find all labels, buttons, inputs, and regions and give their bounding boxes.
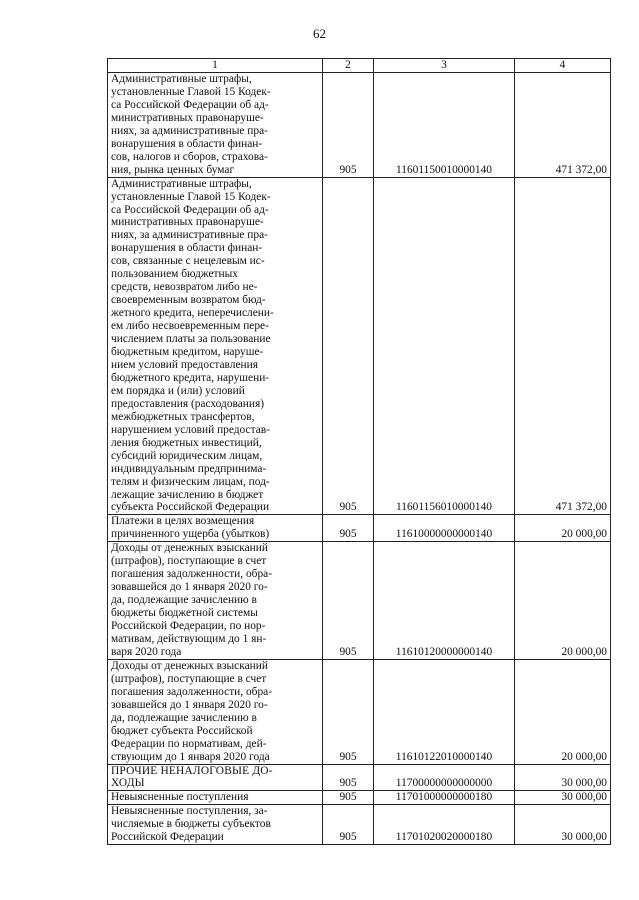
- row-admin-code: 905: [323, 764, 374, 791]
- row-revenue-code: 11601156010000140: [374, 177, 515, 515]
- row-description: Платежи в целях возмещения причиненного ущерба (убытков): [108, 515, 323, 542]
- row-description: Доходы от денежных взысканий (штрафов), поступающие в счет погашения задолженности, обра- зовавшейся до 1 января 2020 го- да, подлежащие зачислению в бюджет субъекта Российской Федерации по нормативам, дей- ствующим до 1 января 2020 года: [108, 659, 323, 764]
- row-revenue-code: 11700000000000000: [374, 764, 515, 791]
- row-amount: 20 000,00: [515, 515, 611, 542]
- row-admin-code: 905: [323, 791, 374, 805]
- row-admin-code: 905: [323, 73, 374, 178]
- row-admin-code: 905: [323, 177, 374, 515]
- row-revenue-code: 11610122010000140: [374, 659, 515, 764]
- row-amount: 20 000,00: [515, 659, 611, 764]
- row-description: Невыясненные поступления, за- числяемые в бюджеты субъектов Российской Федерации: [108, 805, 323, 845]
- row-description: Административные штрафы, установленные Главой 15 Кодек- са Российской Федерации об ад- министративных правонаруше- ниях, за административные пра- вонарушения в области финан- сов, связанные с нецелевым ис- пользованием бюджетных средств, невозвратом либо не- своевременным возвратом бюд- жетного кредита, неперечислени- ем либо несвоевременным пере- числением платы за пользование бюджетным кредитом, наруше- нием условий предоставления бюджетного кредита, нарушени- ем порядка и (или) условий предоставления (расходования) межбюджетных трансфертов, нарушением условий предостав- ления бюджетных инвестиций, субсидий юридическим лицам, индивидуальным предпринима- телям и физическим лицам, под- лежащие зачислению в бюджет субъекта Российской Федерации: [108, 177, 323, 515]
- row-amount: 471 372,00: [515, 177, 611, 515]
- table-row: [108, 805, 611, 845]
- row-revenue-code: 11601150010000140: [374, 73, 515, 178]
- row-description: Доходы от денежных взысканий (штрафов), поступающие в счет погашения задолженности, обра- зовавшейся до 1 января 2020 го- да, подлежащие зачислению в бюджеты бюджетной системы Российской Федерации, по нор- мативам, действующим до 1 ян- варя 2020 года: [108, 542, 323, 660]
- row-amount: 20 000,00: [515, 542, 611, 660]
- table-header-row: [108, 59, 611, 73]
- row-amount: 30 000,00: [515, 805, 611, 845]
- row-revenue-code: 11701000000000180: [374, 791, 515, 805]
- header-cell-2: 2: [323, 59, 374, 73]
- table-row: [108, 515, 611, 542]
- row-description: Административные штрафы, установленные Главой 15 Кодек- са Российской Федерации об ад- министративных правонаруше- ниях, за административные пра- вонарушения в области финан- сов, налогов и сборов, страхова- ния, рынка ценных бумаг: [108, 73, 323, 178]
- table-row: [108, 659, 611, 764]
- row-revenue-code: 11701020020000180: [374, 805, 515, 845]
- row-amount: 471 372,00: [515, 73, 611, 178]
- table-row: [108, 791, 611, 805]
- row-amount: 30 000,00: [515, 764, 611, 791]
- row-admin-code: 905: [323, 805, 374, 845]
- table-row: [108, 542, 611, 660]
- header-cell-3: 3: [374, 59, 515, 73]
- revenue-table: [107, 58, 611, 845]
- table-row: [108, 764, 611, 791]
- row-description: ПРОЧИЕ НЕНАЛОГОВЫЕ ДО- ХОДЫ: [108, 764, 323, 791]
- row-description: Невыясненные поступления: [108, 791, 323, 805]
- row-admin-code: 905: [323, 659, 374, 764]
- row-amount: 30 000,00: [515, 791, 611, 805]
- row-admin-code: 905: [323, 542, 374, 660]
- page-number: 62: [313, 26, 326, 41]
- header-cell-4: 4: [515, 59, 611, 73]
- table-row: [108, 177, 611, 515]
- row-revenue-code: 11610120000000140: [374, 542, 515, 660]
- table-row: [108, 73, 611, 178]
- header-cell-1: 1: [108, 59, 323, 73]
- row-revenue-code: 11610000000000140: [374, 515, 515, 542]
- row-admin-code: 905: [323, 515, 374, 542]
